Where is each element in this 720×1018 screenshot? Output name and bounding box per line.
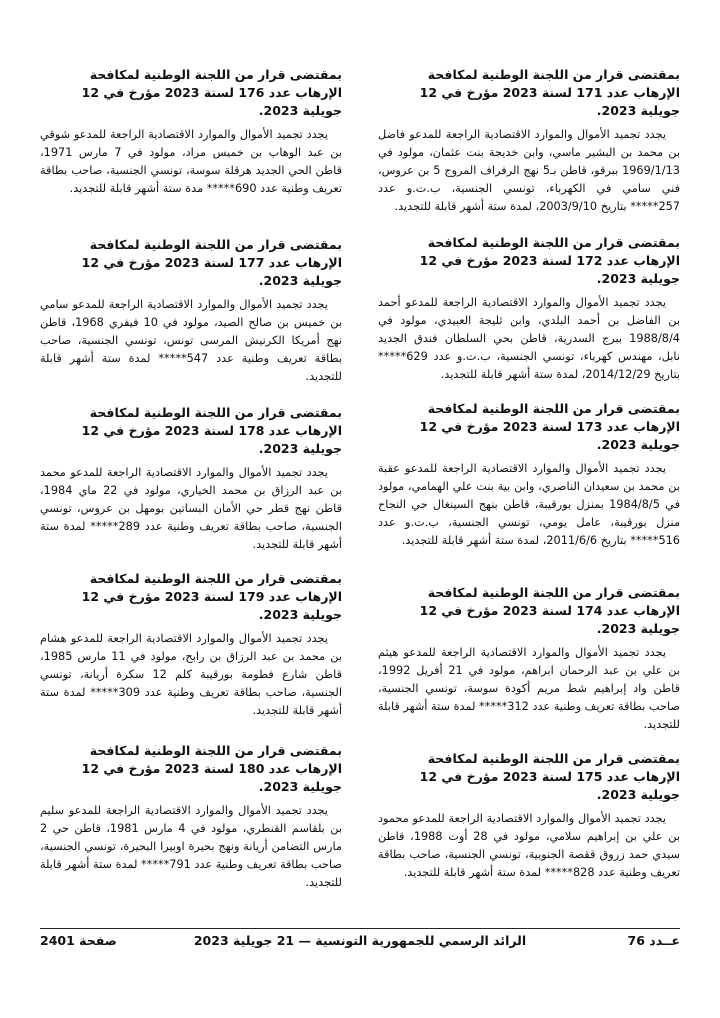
decree-entry-178 [40, 404, 342, 554]
gazette-title: الرائد الرسمي للجمهورية التونسية — 21 جويلية 2023 [193, 933, 527, 948]
decree-heading: بمقتضى قرار من اللجنة الوطنية لمكافحة الإرهاب عدد 175 لسنة 2023 مؤرخ في 12 جويلية 2023. [419, 751, 680, 802]
decree-entry-176 [40, 66, 342, 198]
decree-entry-177 [40, 236, 342, 386]
decree-body: يجدد تجميد الأموال والموارد الاقتصادية الراجعة للمدعو محمود بن علي بن إبراهيم سلامي، مولود في 28 أوت 1988، قاطن سيدي حمد زروق ققصة الجنوبية، تونسي الجنسية، صاحب بطاقة تعريف وطنية عدد 828***** لمدة ستة أشهر قابلة للتجديد. [378, 812, 680, 879]
decree-heading: بمقتضى قرار من اللجنة الوطنية لمكافحة الإرهاب عدد 171 لسنة 2023 مؤرخ في 12 جويلية 2023. [419, 67, 680, 118]
page-content [40, 66, 680, 946]
decree-body: يجدد تجميد الأموال والموارد الاقتصادية الراجعة للمدعو شوقي بن عبد الوهاب بن خميس مراد، مولود في 7 مارس 1971، قاطن الحي الجديد هرقلة سوسة، تونسي الجنسية، صاحب بطاقة تعريف وطنية عدد 690***** مدة ستة أشهر قابلة للتجديد. [40, 128, 342, 195]
decree-body: يجدد تجميد الأموال والموارد الاقتصادية الراجعة للمدعو محمد بن عبد الرزاق بن محمد الخياري، مولود في 22 ماي 1984، قاطن نهج قطر حي الأمان البساتين بومهل بن عروس، تونسي الجنسية، صاحب بطاقة تعريف وطنية عدد 289***** لمدة ستة أشهر قابلة للتجديد. [40, 466, 342, 551]
decree-entry-172 [378, 234, 680, 384]
page-footer [40, 928, 680, 954]
decree-heading: بمقتضى قرار من اللجنة الوطنية لمكافحة الإرهاب عدد 177 لسنة 2023 مؤرخ في 12 جويلية 2023. [81, 237, 342, 288]
decree-heading: بمقتضى قرار من اللجنة الوطنية لمكافحة الإرهاب عدد 176 لسنة 2023 مؤرخ في 12 جويلية 2023. [81, 67, 342, 118]
decree-heading: بمقتضى قرار من اللجنة الوطنية لمكافحة الإرهاب عدد 178 لسنة 2023 مؤرخ في 12 جويلية 2023. [81, 405, 342, 456]
decree-body: يجدد تجميد الأموال والموارد الاقتصادية الراجعة للمدعو سليم بن بلقاسم القنطري، مولود في 4 مارس 1981، قاطن حي 2 مارس التضامن أريانة ونهج بحيرة اوبيرا البحيرة، تونسي الجنسية، صاحب بطاقة تعريف وطنية عدد 791***** لمدة ستة أشهر قابلة للتجديد. [40, 804, 342, 889]
decree-body: يجدد تجميد الأموال والموارد الاقتصادية الراجعة للمدعو سامي بن خميس بن صالح الصيد، مولود في 10 فيفري 1968، قاطن نهج أمريكا الكرنيش المرسى تونس، تونسي الجنسية، صاحب بطاقة تعريف وطنية عدد 547***** لمدة ستة أشهر قابلة للتجديد. [40, 298, 343, 383]
decree-body: يجدد تجميد الأموال والموارد الاقتصادية الراجعة للمدعو هشام بن محمد بن عبد الرزاق بن رابح، مولود في 11 مارس 1985، قاطن شارع فطومة بورقيبة كلم 12 سكرة أريانة، تونسي الجنسية، صاحب بطاقة تعريف وطنية عدد 309***** لمدة ستة أشهر قابلة للتجديد. [40, 632, 343, 717]
decree-entry-180 [40, 742, 342, 892]
decree-heading: بمقتضى قرار من اللجنة الوطنية لمكافحة الإرهاب عدد 172 لسنة 2023 مؤرخ في 12 جويلية 2023. [419, 235, 680, 286]
decree-heading: بمقتضى قرار من اللجنة الوطنية لمكافحة الإرهاب عدد 173 لسنة 2023 مؤرخ في 12 جويلية 2023. [419, 401, 680, 452]
decree-body: يجدد تجميد الأموال والموارد الاقتصادية الراجعة للمدعو هيثم بن علي بن عبد الرحمان ابراهم، مولود في 21 أفريل 1992، قاطن واد إبراهيم شط مريم أكودة سوسة، تونسي الجنسية، صاحب بطاقة تعريف وطنية عدد 312***** لمدة ستة أشهر قابلة للتجديد. [378, 646, 681, 731]
page-number: صفحة 2401 [40, 933, 117, 948]
decree-heading: بمقتضى قرار من اللجنة الوطنية لمكافحة الإرهاب عدد 179 لسنة 2023 مؤرخ في 12 جويلية 2023. [81, 571, 342, 622]
decree-entry-175 [378, 750, 680, 882]
decree-body: يجدد تجميد الأموال والموارد الاقتصادية الراجعة للمدعو أحمد بن الفاضل بن أحمد البلدي، وابن ثليجة العبيدي، مولود في 1988/8/4 ببرج السدرية، قاطن بحي السلطان فندق الجديد نابل، مهندس كهرباء، تونسي الجنسية، ب.ت.و عدد 629***** بتاريخ 2014/12/29، لمدة ستة أشهر قابلة للتجديد. [378, 296, 680, 381]
decree-entry-171 [378, 66, 680, 216]
decree-entry-179 [40, 570, 342, 720]
decree-body: يجدد تجميد الأموال والموارد الاقتصادية الراجعة للمدعو فاضل بن محمد بن البشير ماسي، وابن خديجة بنت عثمان، مولود في 1969/1/13 ببرقو، قاطن بـ5 نهج الرفراف المروج 5 بن عروس، فني سامي في الكهرباء، تونسي الجنسية، ب.ت.و عدد 257***** بتاريخ 2003/9/10، لمدة ستة أشهر قابلة للتجديد. [378, 128, 680, 213]
decree-body: يجدد تجميد الأموال والموارد الاقتصادية الراجعة للمدعو عقبة بن محمد بن سعيدان الناصري، وابن بية بنت علي الهمامي، مولود في 1984/8/5 بمنزل بورقيبة، قاطن بنهج السينغال حي النجاح منزل بورقيبة، عامل يومي، تونسي الجنسية، ب.ت.و عدد 516***** بتاريخ 2011/6/6، لمدة ستة أشهر قابلة للتجديد. [378, 462, 680, 547]
decree-entry-173 [378, 400, 680, 550]
decree-heading: بمقتضى قرار من اللجنة الوطنية لمكافحة الإرهاب عدد 180 لسنة 2023 مؤرخ في 12 جويلية 2023. [81, 743, 342, 794]
decree-heading: بمقتضى قرار من اللجنة الوطنية لمكافحة الإرهاب عدد 174 لسنة 2023 مؤرخ في 12 جويلية 2023. [419, 585, 680, 636]
issue-number: عــدد 76 [627, 933, 680, 948]
decree-entry-174 [378, 584, 680, 734]
